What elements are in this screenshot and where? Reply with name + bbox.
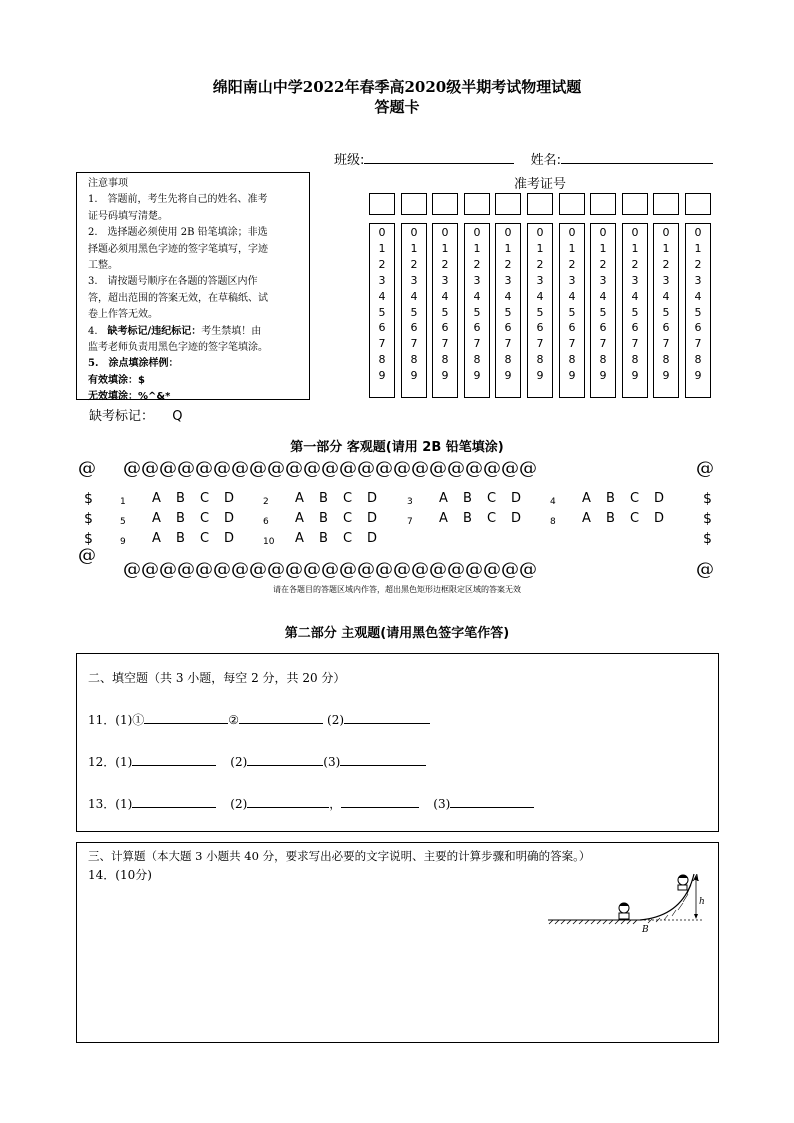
exam-id-digit-bubble[interactable]: 7: [410, 337, 418, 351]
answer-blank[interactable]: [450, 795, 534, 808]
option-bubble[interactable]: B: [463, 491, 472, 506]
exam-id-digit-bubble[interactable]: 0: [599, 226, 607, 239]
exam-id-entry-cell[interactable]: [464, 193, 490, 215]
exam-id-digit-bubble[interactable]: 1: [536, 241, 544, 255]
exam-id-digit-bubble[interactable]: 8: [631, 353, 639, 367]
notice-line: 3. 请按题号顺序在各题的答题区内作: [88, 276, 258, 288]
option-bubble[interactable]: B: [606, 511, 615, 526]
exam-id-digit-bubble[interactable]: 5: [694, 305, 702, 319]
exam-id-entry-cell[interactable]: [653, 193, 679, 215]
exam-id-digit-bubble[interactable]: 4: [631, 289, 639, 303]
answer-blank[interactable]: [247, 753, 323, 766]
exam-id-digit-column: [369, 223, 395, 398]
exam-id-digit-bubble[interactable]: 4: [662, 289, 670, 303]
exam-id-digit-bubble[interactable]: 5: [378, 305, 386, 319]
exam-id-digit-column: [622, 223, 648, 398]
name-field[interactable]: [561, 151, 713, 164]
timing-mark: @: [78, 545, 96, 566]
exam-id-digit-bubble[interactable]: 5: [504, 305, 512, 319]
notice-item-4: 4. 缺考标记/违纪标记：考生禁填！由: [88, 325, 262, 337]
class-label: 班级:: [334, 153, 365, 168]
option-bubble[interactable]: C: [343, 531, 353, 546]
exam-id-digit-bubble[interactable]: 1: [378, 241, 386, 255]
exam-id-digit-bubble[interactable]: 7: [473, 337, 481, 351]
option-bubble[interactable]: A: [295, 511, 304, 526]
absent-checkbox[interactable]: Q: [172, 409, 183, 424]
exam-id-digit-bubble[interactable]: 3: [410, 273, 418, 287]
label-b: B: [642, 925, 649, 935]
notice-line: 卷上作答无效。: [88, 309, 158, 321]
exam-id-digit-bubble[interactable]: 9: [599, 369, 607, 383]
exam-id-entry-cell[interactable]: [685, 193, 711, 215]
exam-id-digit-bubble[interactable]: 4: [410, 289, 418, 303]
valid-fill-example: 有效填涂：$: [88, 374, 145, 386]
option-bubble[interactable]: C: [343, 511, 353, 526]
option-bubble[interactable]: D: [224, 511, 235, 526]
exam-id-digit-bubble[interactable]: 8: [694, 353, 702, 367]
answer-blank[interactable]: [247, 795, 329, 808]
dollar-mark: $: [703, 531, 712, 547]
exam-id-digit-bubble[interactable]: 7: [378, 337, 386, 351]
question-14: 14．(10分): [88, 868, 152, 882]
exam-id-digit-bubble[interactable]: 9: [536, 369, 544, 383]
exam-id-digit-bubble[interactable]: 7: [568, 337, 576, 351]
exam-id-digit-bubble[interactable]: 7: [441, 337, 449, 351]
ground-hatching: [549, 920, 637, 924]
answer-blank[interactable]: [239, 711, 323, 724]
dollar-mark: $: [703, 491, 712, 507]
exam-id-digit-bubble[interactable]: 8: [378, 353, 386, 367]
option-bubble[interactable]: B: [606, 491, 615, 506]
exam-id-digit-bubble[interactable]: 8: [410, 353, 418, 367]
option-bubble[interactable]: A: [152, 531, 161, 546]
exam-id-digit-bubble[interactable]: 5: [441, 305, 449, 319]
exam-id-digit-bubble[interactable]: 3: [441, 273, 449, 287]
question-11: 11．(1)① ② (2): [88, 711, 430, 728]
exam-id-digit-bubble[interactable]: 0: [694, 226, 702, 239]
notice-line: 监考老师负责用黑色字迹的签字笔填涂。: [88, 342, 268, 354]
person-icon-bottom: [619, 903, 629, 920]
exam-id-digit-bubble[interactable]: 2: [410, 257, 418, 271]
exam-id-entry-cell[interactable]: [622, 193, 648, 215]
question-number: 3: [407, 497, 413, 507]
exam-id-digit-bubble[interactable]: 8: [568, 353, 576, 367]
exam-id-digit-bubble[interactable]: 0: [536, 226, 544, 239]
exam-id-digit-bubble[interactable]: 6: [694, 321, 702, 335]
exam-id-digit-bubble[interactable]: 3: [599, 273, 607, 287]
answer-blank[interactable]: [144, 711, 228, 724]
exam-id-entry-cell[interactable]: [432, 193, 458, 215]
exam-id-digit-column: [527, 223, 553, 398]
notice-heading: 注意事项: [88, 178, 128, 189]
option-bubble[interactable]: C: [200, 531, 210, 546]
exam-id-digit-bubble[interactable]: 8: [504, 353, 512, 367]
exam-id-digit-bubble[interactable]: 8: [662, 353, 670, 367]
exam-id-digit-bubble[interactable]: 4: [599, 289, 607, 303]
dollar-mark: $: [84, 491, 93, 507]
exam-id-digit-bubble[interactable]: 3: [473, 273, 481, 287]
question-number: 2: [263, 497, 269, 507]
exam-id-digit-bubble[interactable]: 7: [631, 337, 639, 351]
exam-id-digit-bubble[interactable]: 9: [694, 369, 702, 383]
dollar-mark: $: [84, 511, 93, 527]
part1-note: 请在各题目的答题区域内作答，超出黑色矩形边框限定区域的答案无效: [273, 585, 521, 594]
exam-id-digit-bubble[interactable]: 4: [473, 289, 481, 303]
exam-id-digit-bubble[interactable]: 6: [473, 321, 481, 335]
option-bubble[interactable]: B: [176, 491, 185, 506]
exam-id-entry-cell[interactable]: [401, 193, 427, 215]
exam-id-digit-bubble[interactable]: 7: [599, 337, 607, 351]
question-number: 8: [550, 517, 556, 527]
exam-id-digit-bubble[interactable]: 4: [694, 289, 702, 303]
exam-id-digit-bubble[interactable]: 9: [662, 369, 670, 383]
notice-line: 工整。: [88, 260, 118, 272]
question-number: 5: [120, 517, 126, 527]
exam-id-digit-bubble[interactable]: 0: [568, 226, 576, 239]
exam-id-digit-bubble[interactable]: 1: [662, 241, 670, 255]
exam-id-digit-bubble[interactable]: 3: [504, 273, 512, 287]
notice-line: 答，超出范围的答案无效，在草稿纸、试: [88, 292, 268, 304]
option-bubble[interactable]: D: [511, 511, 522, 526]
exam-id-entry-cell[interactable]: [527, 193, 553, 215]
exam-id-digit-bubble[interactable]: 3: [631, 273, 639, 287]
exam-id-digit-bubble[interactable]: 1: [441, 241, 449, 255]
option-bubble[interactable]: A: [295, 531, 304, 546]
calculation-heading: 三、计算题（本大题 3 小题共 40 分，要求写出必要的文字说明、主要的计算步骤和明确的答案。）: [88, 849, 591, 863]
exam-id-digit-bubble[interactable]: 8: [599, 353, 607, 367]
option-bubble[interactable]: C: [343, 491, 353, 506]
exam-id-digit-bubble[interactable]: 9: [568, 369, 576, 383]
option-bubble[interactable]: B: [319, 531, 328, 546]
exam-id-digit-bubble[interactable]: 0: [504, 226, 512, 239]
class-field[interactable]: [364, 151, 514, 164]
exam-title: 绵阳南山中学2022年春季高2020级半期考试物理试题: [212, 78, 582, 96]
exam-id-digit-bubble[interactable]: 0: [631, 226, 639, 239]
exam-id-digit-bubble[interactable]: 4: [441, 289, 449, 303]
part1-title: 第一部分 客观题(请用 2B 铅笔填涂): [290, 440, 504, 455]
exam-id-digit-bubble[interactable]: 6: [662, 321, 670, 335]
option-bubble[interactable]: B: [463, 511, 472, 526]
absent-label: 缺考标记：: [89, 409, 155, 424]
exam-id-digit-bubble[interactable]: 8: [536, 353, 544, 367]
notice-box: [76, 172, 310, 403]
exam-id-digit-bubble[interactable]: 2: [694, 257, 702, 271]
option-bubble[interactable]: B: [176, 511, 185, 526]
exam-id-digit-bubble[interactable]: 2: [599, 257, 607, 271]
exam-id-digit-bubble[interactable]: 7: [694, 337, 702, 351]
option-bubble[interactable]: A: [582, 511, 591, 526]
option-bubble[interactable]: A: [439, 511, 448, 526]
exam-id-digit-bubble[interactable]: 9: [378, 369, 386, 383]
exam-id-digit-bubble[interactable]: 7: [662, 337, 670, 351]
exam-id-digit-bubble[interactable]: 6: [410, 321, 418, 335]
part2-title: 第二部分 主观题(请用黑色签字笔作答): [284, 626, 510, 641]
question-number: 4: [550, 497, 556, 507]
exam-id-digit-column: [464, 223, 490, 398]
notice-line: 1. 答题前，考生先将自己的姓名、准考: [88, 194, 268, 206]
exam-id-digit-bubble[interactable]: 8: [441, 353, 449, 367]
exam-id-entry-cell[interactable]: [590, 193, 616, 215]
exam-id-entry-cell[interactable]: [559, 193, 585, 215]
exam-id-digit-bubble[interactable]: 4: [504, 289, 512, 303]
exam-id-digit-bubble[interactable]: 0: [441, 226, 449, 239]
exam-id-digit-column: [685, 223, 711, 398]
exam-id-digit-bubble[interactable]: 5: [473, 305, 481, 319]
exam-id-digit-bubble[interactable]: 1: [568, 241, 576, 255]
exam-id-digit-bubble[interactable]: 0: [378, 226, 386, 239]
notice-line: 择题必须用黑色字迹的签字笔填写，字迹: [88, 243, 268, 255]
option-bubble[interactable]: D: [654, 511, 665, 526]
exam-id-digit-bubble[interactable]: 3: [536, 273, 544, 287]
timing-mark-row-top: @@@@@@@@@@@@@@@@@@@@@@@: [123, 458, 537, 479]
exam-id-digit-bubble[interactable]: 2: [504, 257, 512, 271]
option-bubble[interactable]: D: [511, 491, 522, 506]
exam-id-digit-bubble[interactable]: 4: [568, 289, 576, 303]
exam-id-digit-bubble[interactable]: 5: [662, 305, 670, 319]
absent-mark-label: 缺考标记/违纪标记：: [107, 325, 202, 337]
notice-line: 证号码填写清楚。: [88, 210, 168, 222]
exam-id-digit-column: [559, 223, 585, 398]
exam-id-digit-column: [495, 223, 521, 398]
exam-id-digit-bubble[interactable]: 3: [662, 273, 670, 287]
exam-id-digit-bubble[interactable]: 6: [631, 321, 639, 335]
option-bubble[interactable]: B: [176, 531, 185, 546]
option-bubble[interactable]: D: [367, 531, 378, 546]
option-bubble[interactable]: C: [487, 511, 497, 526]
answer-blank[interactable]: [132, 753, 216, 766]
exam-id-label: 准考证号: [514, 177, 567, 192]
option-bubble[interactable]: A: [152, 511, 161, 526]
exam-id-digit-bubble[interactable]: 6: [504, 321, 512, 335]
notice-line: 2. 选择题必须使用 2B 铅笔填涂；非选: [88, 227, 268, 239]
option-bubble[interactable]: B: [319, 491, 328, 506]
label-a: A: [693, 874, 700, 884]
fill-in-heading: 二、填空题（共 3 小题，每空 2 分，共 20 分）: [88, 671, 346, 685]
option-bubble[interactable]: D: [224, 491, 235, 506]
exam-id-digit-bubble[interactable]: 5: [410, 305, 418, 319]
exam-id-digit-bubble[interactable]: 1: [410, 241, 418, 255]
exam-id-digit-bubble[interactable]: 2: [536, 257, 544, 271]
dollar-mark: $: [703, 511, 712, 527]
answer-sheet-title: 答题卡: [374, 98, 420, 116]
dollar-mark: $: [84, 531, 93, 547]
exam-id-digit-bubble[interactable]: 6: [441, 321, 449, 335]
question-number: 10: [263, 537, 275, 547]
exam-id-digit-bubble[interactable]: 6: [378, 321, 386, 335]
option-bubble[interactable]: C: [200, 491, 210, 506]
exam-id-digit-bubble[interactable]: 0: [662, 226, 670, 239]
exam-id-digit-bubble[interactable]: 3: [378, 273, 386, 287]
exam-id-digit-column: [401, 223, 427, 398]
answer-blank[interactable]: [340, 753, 426, 766]
exam-id-digit-bubble[interactable]: 1: [694, 241, 702, 255]
label-h: h: [699, 897, 705, 907]
name-label: 姓名:: [530, 153, 562, 168]
option-bubble[interactable]: C: [200, 511, 210, 526]
notice-item-5: 5. 涂点填涂样例：: [88, 358, 179, 370]
option-bubble[interactable]: D: [224, 531, 235, 546]
exam-id-digit-bubble[interactable]: 6: [536, 321, 544, 335]
option-bubble[interactable]: C: [630, 491, 640, 506]
answer-blank[interactable]: [132, 795, 216, 808]
exam-id-digit-column: [590, 223, 616, 398]
exam-id-entry-cell[interactable]: [369, 193, 395, 215]
exam-id-digit-column: [432, 223, 458, 398]
exam-id-digit-bubble[interactable]: 7: [536, 337, 544, 351]
exam-id-digit-bubble[interactable]: 9: [473, 369, 481, 383]
timing-mark: @: [78, 458, 96, 479]
question-number: 9: [120, 537, 126, 547]
exam-id-digit-bubble[interactable]: 6: [568, 321, 576, 335]
exam-id-digit-bubble[interactable]: 2: [568, 257, 576, 271]
exam-id-digit-bubble[interactable]: 2: [631, 257, 639, 271]
option-bubble[interactable]: C: [487, 491, 497, 506]
question-number: 7: [407, 517, 413, 527]
exam-id-entry-cell[interactable]: [495, 193, 521, 215]
exam-id-digit-bubble[interactable]: 1: [631, 241, 639, 255]
option-bubble[interactable]: A: [295, 491, 304, 506]
exam-id-digit-bubble[interactable]: 3: [694, 273, 702, 287]
exam-id-digit-bubble[interactable]: 5: [568, 305, 576, 319]
exam-id-digit-bubble[interactable]: 0: [473, 226, 481, 239]
exam-id-digit-bubble[interactable]: 1: [599, 241, 607, 255]
class-name-row: [334, 149, 713, 168]
exam-id-digit-bubble[interactable]: 9: [441, 369, 449, 383]
absent-mark-row: [89, 405, 183, 424]
exam-id-digit-bubble[interactable]: 1: [504, 241, 512, 255]
question-number: 6: [263, 517, 269, 527]
exam-id-digit-bubble[interactable]: 4: [536, 289, 544, 303]
exam-id-digit-bubble[interactable]: 3: [568, 273, 576, 287]
exam-id-digit-bubble[interactable]: 7: [504, 337, 512, 351]
exam-id-digit-bubble[interactable]: 5: [599, 305, 607, 319]
timing-mark: @: [696, 559, 714, 580]
exam-id-digit-bubble[interactable]: 2: [662, 257, 670, 271]
exam-id-digit-column: [653, 223, 679, 398]
option-bubble[interactable]: A: [582, 491, 591, 506]
exam-id-digit-bubble[interactable]: 5: [631, 305, 639, 319]
exam-id-digit-bubble[interactable]: 1: [473, 241, 481, 255]
exam-id-digit-bubble[interactable]: 9: [504, 369, 512, 383]
exam-id-digit-bubble[interactable]: 0: [410, 226, 418, 239]
option-bubble[interactable]: B: [319, 511, 328, 526]
exam-id-digit-bubble[interactable]: 9: [410, 369, 418, 383]
option-bubble[interactable]: C: [630, 511, 640, 526]
option-bubble[interactable]: A: [439, 491, 448, 506]
exam-id-digit-bubble[interactable]: 9: [631, 369, 639, 383]
exam-id-digit-bubble[interactable]: 6: [599, 321, 607, 335]
invalid-fill-example: 无效填涂：%^&*: [88, 391, 171, 403]
question-13: 13．(1) (2) ， (3): [88, 795, 534, 812]
option-bubble[interactable]: D: [654, 491, 665, 506]
exam-id-digit-bubble[interactable]: 5: [536, 305, 544, 319]
exam-id-digit-bubble[interactable]: 2: [441, 257, 449, 271]
timing-mark-row-bottom: @@@@@@@@@@@@@@@@@@@@@@@: [123, 559, 537, 580]
option-bubble[interactable]: A: [152, 491, 161, 506]
exam-id-digit-bubble[interactable]: 4: [378, 289, 386, 303]
exam-id-digit-bubble[interactable]: 2: [473, 257, 481, 271]
exam-id-digit-bubble[interactable]: 8: [473, 353, 481, 367]
question-12: 12．(1) (2) (3): [88, 753, 426, 770]
exam-id-digit-bubble[interactable]: 2: [378, 257, 386, 271]
person-icon-top: [678, 875, 688, 891]
answer-blank[interactable]: [341, 795, 419, 808]
slope-figure: [544, 868, 708, 936]
option-bubble[interactable]: D: [367, 511, 378, 526]
arrow-down-icon: [694, 914, 698, 919]
answer-blank[interactable]: [344, 711, 430, 724]
question-number: 1: [120, 497, 126, 507]
timing-mark: @: [696, 458, 714, 479]
option-bubble[interactable]: D: [367, 491, 378, 506]
